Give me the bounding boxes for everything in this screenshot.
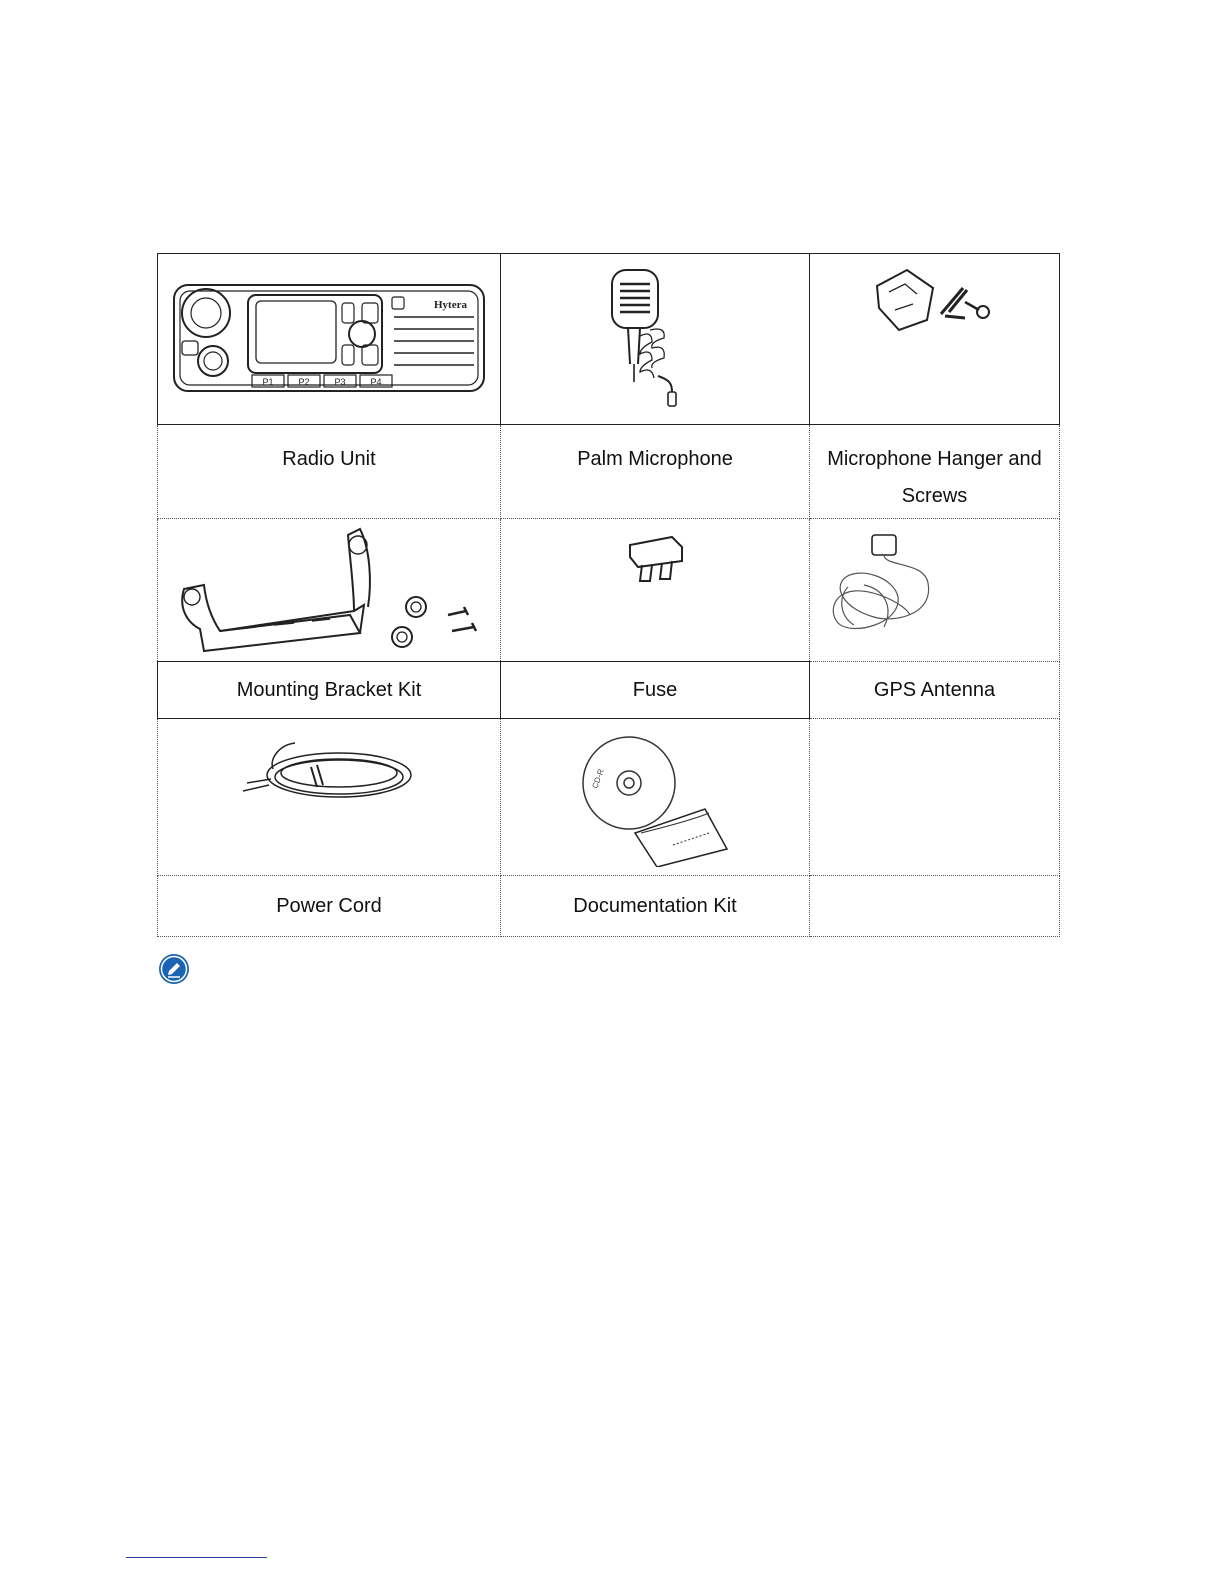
fuse-illustration (620, 531, 690, 591)
documentation-kit-image-cell (501, 719, 810, 876)
gps-antenna-illustration (824, 527, 954, 647)
mounting-bracket-illustration (164, 519, 494, 661)
radio-key-p3: P3 (334, 377, 346, 387)
radio-key-p1: P1 (262, 377, 274, 387)
item-label: Radio Unit (158, 425, 501, 519)
mounting-bracket-image-cell (158, 519, 501, 662)
palm-microphone-image-cell (501, 254, 810, 425)
palm-microphone-illustration (600, 264, 710, 414)
empty-image-cell (810, 719, 1060, 876)
radio-brand-label: Hytera (434, 299, 467, 311)
power-cord-image-cell (158, 719, 501, 876)
item-label: Microphone Hanger and Screws (810, 425, 1060, 519)
documentation-kit-illustration (575, 727, 735, 867)
package-contents-table (157, 253, 1060, 937)
fuse-image-cell (501, 519, 810, 662)
item-label: Fuse (501, 662, 810, 719)
item-label: GPS Antenna (810, 662, 1060, 719)
footnote-separator (126, 1557, 267, 1558)
radio-key-p2: P2 (298, 377, 310, 387)
item-label: Documentation Kit (501, 876, 810, 937)
item-label: Power Cord (158, 876, 501, 937)
microphone-hanger-image-cell (810, 254, 1060, 425)
item-label: Palm Microphone (501, 425, 810, 519)
radio-key-p4: P4 (370, 377, 382, 387)
radio-unit-illustration (166, 279, 492, 399)
empty-label-cell (810, 876, 1060, 937)
gps-antenna-image-cell (810, 519, 1060, 662)
note-pencil-icon (158, 953, 190, 985)
power-cord-illustration (239, 729, 419, 819)
item-label: Mounting Bracket Kit (158, 662, 501, 719)
microphone-hanger-illustration (865, 258, 1005, 338)
disc-label: CD-R (590, 767, 606, 790)
radio-unit-image-cell (158, 254, 501, 425)
